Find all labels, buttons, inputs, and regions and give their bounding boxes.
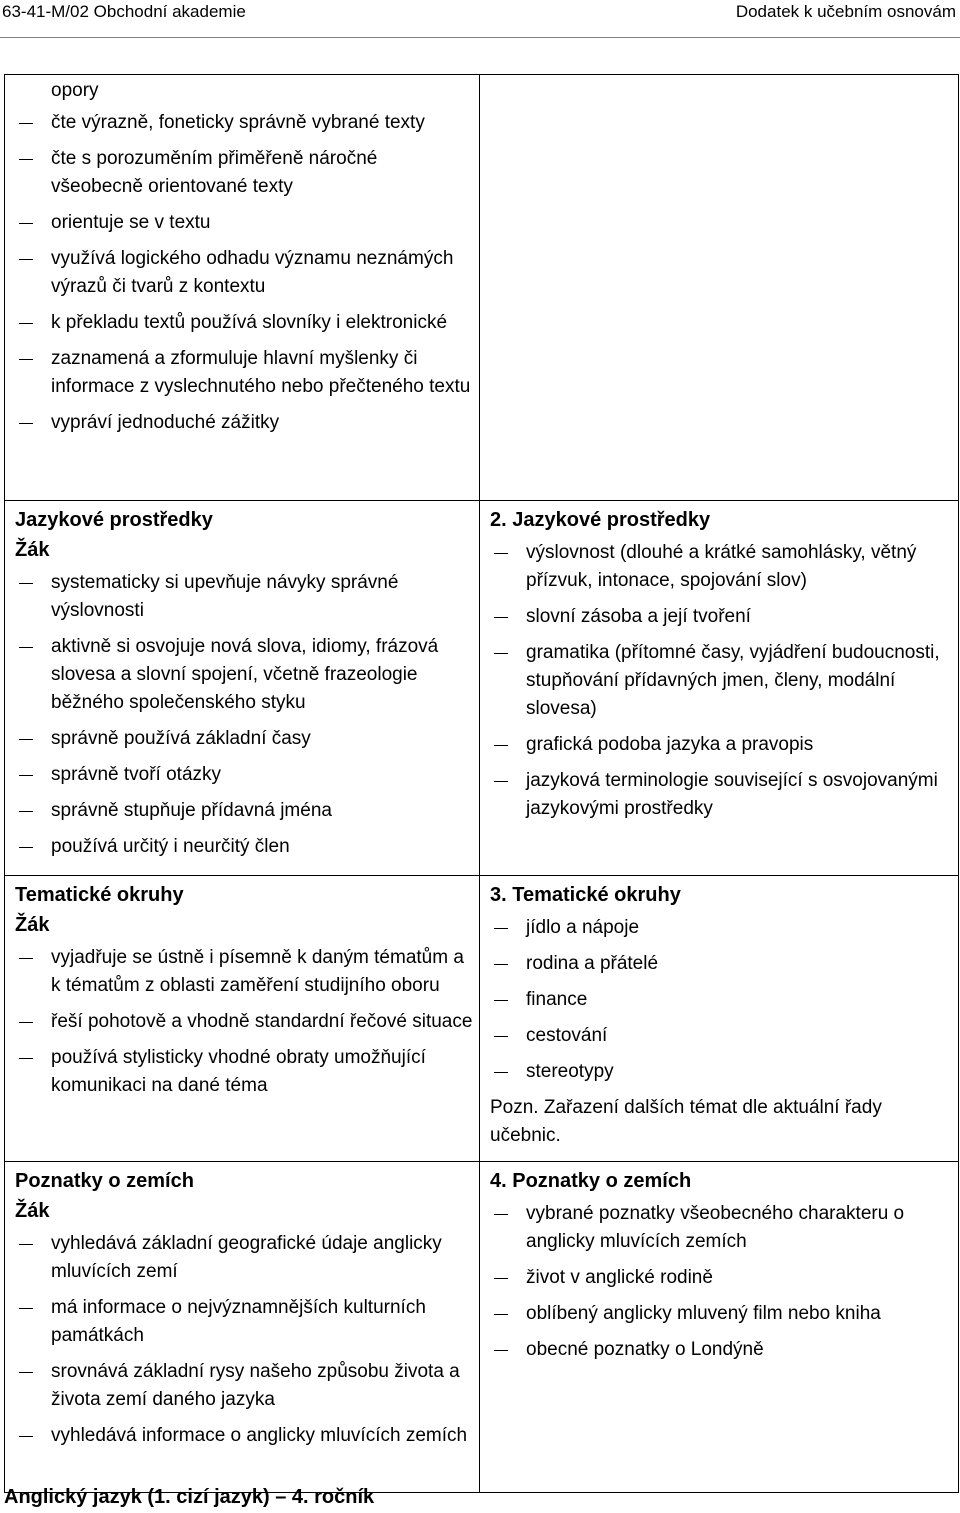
student-label: Žák xyxy=(15,1200,50,1222)
dash-list xyxy=(15,944,473,1100)
outcomes-cell xyxy=(5,1162,480,1493)
list-item: vybrané poznatky všeobecného charakteru o anglicky mluvících zemích xyxy=(490,1200,952,1256)
list-item: správně stupňuje přídavná jména xyxy=(15,797,473,825)
note-text: Pozn. Zařazení dalších témat dle aktuální řady učebnic. xyxy=(490,1097,882,1146)
list-item: čte s porozuměním přiměřeně náročné všeobecně orientované texty xyxy=(15,145,473,201)
header-divider xyxy=(0,37,960,38)
student-label: Žák xyxy=(15,914,50,936)
list-item: používá stylisticky vhodné obraty umožňující komunikaci na dané téma xyxy=(15,1044,473,1100)
list-item: stereotypy xyxy=(490,1058,952,1086)
section-heading: 2. Jazykové prostředky xyxy=(490,509,711,531)
dash-list xyxy=(15,1230,473,1450)
list-item: jídlo a nápoje xyxy=(490,914,952,942)
outcomes-cell xyxy=(5,75,480,501)
list-item: vyhledává informace o anglicky mluvících zemích xyxy=(15,1422,473,1450)
list-item: správně tvoří otázky xyxy=(15,761,473,789)
list-item: finance xyxy=(490,986,952,1014)
header-program-code: 63-41-M/02 Obchodní akademie xyxy=(2,2,246,21)
content-cell xyxy=(480,876,959,1162)
list-item: vyhledává základní geografické údaje anglicky mluvících zemí xyxy=(15,1230,473,1286)
list-item: jazyková terminologie související s osvojovanými jazykovými prostředky xyxy=(490,767,952,823)
section-heading: 4. Poznatky o zemích xyxy=(490,1170,692,1192)
dash-list xyxy=(490,914,952,1086)
list-item: rodina a přátelé xyxy=(490,950,952,978)
list-item: oblíbený anglicky mluvený film nebo kniha xyxy=(490,1300,952,1328)
curriculum-row xyxy=(5,75,959,501)
outcomes-cell xyxy=(5,501,480,876)
section-heading: Poznatky o zemích xyxy=(15,1170,194,1192)
list-item: k překladu textů používá slovníky i elektronické xyxy=(15,309,473,337)
dash-list xyxy=(15,109,473,437)
student-label: Žák xyxy=(15,539,50,561)
cell-content xyxy=(5,501,479,875)
cell-content xyxy=(480,501,958,837)
list-item: srovnává základní rysy našeho způsobu života a života zemí daného jazyka xyxy=(15,1358,473,1414)
list-item: využívá logického odhadu významu neznámých výrazů či tvarů z kontextu xyxy=(15,245,473,301)
list-item: cestování xyxy=(490,1022,952,1050)
list-item: aktivně si osvojuje nová slova, idiomy, frázová slovesa a slovní spojení, včetně frazeologie běžného společenského styku xyxy=(15,633,473,717)
list-item: má informace o nejvýznamnějších kulturních památkách xyxy=(15,1294,473,1350)
continued-text: opory xyxy=(51,80,99,101)
curriculum-row xyxy=(5,1162,959,1493)
section-footer-title: Anglický jazyk (1. cizí jazyk) – 4. ročník xyxy=(4,1486,375,1508)
section-heading: Jazykové prostředky xyxy=(15,509,213,531)
section-heading: 3. Tematické okruhy xyxy=(490,884,681,906)
dash-list xyxy=(490,539,952,823)
list-item: obecné poznatky o Londýně xyxy=(490,1336,952,1364)
list-item: gramatika (přítomné časy, vyjádření budoucnosti, stupňování přídavných jmen, členy, modální slovesa) xyxy=(490,639,952,723)
outcomes-cell xyxy=(5,876,480,1162)
cell-content xyxy=(5,1162,479,1464)
list-item: vypráví jednoduché zážitky xyxy=(15,409,473,437)
list-item: zaznamená a zformuluje hlavní myšlenky či informace z vyslechnutého nebo přečteného textu xyxy=(15,345,473,401)
curriculum-row xyxy=(5,876,959,1162)
list-item: slovní zásoba a její tvoření xyxy=(490,603,952,631)
list-item: čte výrazně, foneticky správně vybrané texty xyxy=(15,109,473,137)
curriculum-table xyxy=(4,74,959,1493)
content-cell xyxy=(480,75,959,501)
dash-list xyxy=(15,569,473,861)
section-heading: Tematické okruhy xyxy=(15,884,184,906)
list-item: používá určitý i neurčitý člen xyxy=(15,833,473,861)
content-cell xyxy=(480,501,959,876)
list-item: řeší pohotově a vhodně standardní řečové situace xyxy=(15,1008,473,1036)
dash-list xyxy=(490,1200,952,1364)
content-cell xyxy=(480,1162,959,1493)
list-item: správně používá základní časy xyxy=(15,725,473,753)
cell-content xyxy=(480,75,958,83)
page-header xyxy=(0,0,960,28)
list-item: systematicky si upevňuje návyky správné výslovnosti xyxy=(15,569,473,625)
list-item: orientuje se v textu xyxy=(15,209,473,237)
cell-content xyxy=(480,876,958,1156)
cell-content xyxy=(5,876,479,1114)
list-item: život v anglické rodině xyxy=(490,1264,952,1292)
curriculum-row xyxy=(5,501,959,876)
header-document-title: Dodatek k učebním osnovám xyxy=(735,2,956,21)
cell-content xyxy=(5,75,479,451)
list-item: grafická podoba jazyka a pravopis xyxy=(490,731,952,759)
cell-content xyxy=(480,1162,958,1378)
list-item: výslovnost (dlouhé a krátké samohlásky, větný přízvuk, intonace, spojování slov) xyxy=(490,539,952,595)
list-item: vyjadřuje se ústně i písemně k daným tématům a k tématům z oblasti zaměření studijního oboru xyxy=(15,944,473,1000)
